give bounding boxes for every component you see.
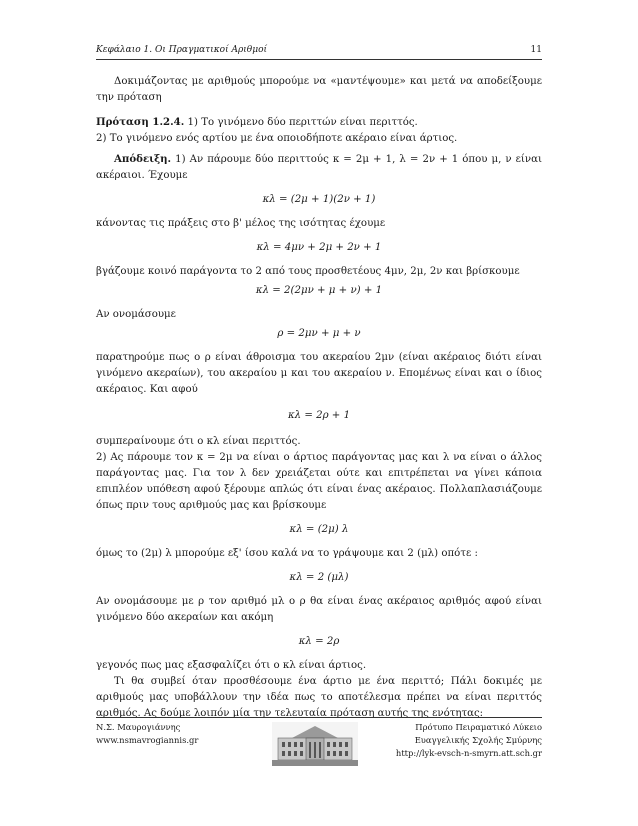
equation-5: κλ = 2ρ + 1 [287,410,351,421]
proposition [96,114,542,131]
footer-rule [96,717,542,718]
proposition-part-1: 1) Το γινόμενο δύο περιττών είναι περιττός. [187,117,418,128]
equation-4: ρ = 2μν + μ + ν [277,328,361,339]
school-website: http://lyk-evsch-n-smyrn.att.sch.gr [395,748,542,758]
school-building-logo [272,722,358,766]
author-website: www.nsmavrogiannis.gr [96,735,199,745]
paragraph-11: Τι θα συμβεί όταν προσθέσουμε ένα άρτιο με ένα περιττό; Πάλι δοκιμές με αριθμούς μας υποβάλλουν την ιδέα πως το αποτέλεσμα πρέπει να είναι περιττός αριθμός. Ας δούμε λοιπόν μία την τελευταία πρόταση αυτής της ενότητας: [96,676,542,719]
page-number: 11 [530,45,542,55]
paragraph-10: γεγονός πως μας εξασφαλίζει ότι ο κλ είναι άρτιος. [96,660,367,671]
equation-7: κλ = 2 (μλ) [289,572,349,583]
header-rule [96,59,542,60]
equation-6: κλ = (2μ) λ [289,524,349,535]
proof-start [96,151,542,184]
footer-author [96,721,198,747]
equation-1: κλ = (2μ + 1)(2ν + 1) [262,194,376,205]
paragraph-6: συμπεραίνουμε ότι ο κλ είναι περιττός. [96,436,301,447]
proof-label: Απόδειξη. [114,153,172,165]
paragraph-5: παρατηρούμε πως ο ρ είναι άθροισμα του ακεραίου 2μν (είναι ακέραιος διότι είναι γινόμενο ακεραίων), του ακεραίου μ και του ακεραίου ν. Επομένως είναι και ο ίδιος ακέραιος. Και αφού [96,352,542,395]
school-name-line-1: Πρότυπο Πειραματικό Λύκειο [415,722,542,732]
proposition-label: Πρόταση 1.2.4. [96,116,185,128]
proposition-part-2: 2) Το γινόμενο ενός αρτίου με ένα οποιοδήποτε ακέραιο είναι άρτιος. [96,133,458,144]
equation-8: κλ = 2ρ [298,636,340,647]
author-name: Ν.Σ. Μαυρογιάννης [96,722,181,732]
equation-2: κλ = 4μν + 2μ + 2ν + 1 [256,242,382,253]
equation-3: κλ = 2(2μν + μ + ν) + 1 [255,285,383,296]
chapter-title: Κεφάλαιο 1. Οι Πραγματικοί Αριθμοί [96,45,268,55]
paragraph-3: βγάζουμε κοινό παράγοντα το 2 από τους προσθετέους 4μν, 2μ, 2ν και βρίσκουμε [96,266,520,277]
proof-intro: 1) Αν πάρουμε δύο περιττούς κ = 2μ + 1, λ = 2ν + 1 όπου μ, ν είναι ακέραιοι. Έχουμε [96,154,542,181]
paragraph-8: όμως το (2μ) λ μπορούμε εξ' ίσου καλά να το γράψουμε και 2 (μλ) οπότε : [96,548,478,559]
paragraph-2: κάνοντας τις πράξεις στο β' μέλος της ισότητας έχουμε [96,218,386,229]
paragraph-9: Αν ονομάσουμε με ρ τον αριθμό μλ ο ρ θα είναι ένας ακέραιος αριθμός αφού είναι γινόμενο δύο ακεραίων και ακόμη [96,596,542,623]
paragraph-7: 2) Ας πάρουμε τον κ = 2μ να είναι ο άρτιος παράγοντας μας και λ να είναι ο άλλος παράγοντας μας. Για τον λ δεν χρειάζεται ούτε και επιτρέπεται να γίνει κάποια επιπλέον υπόθεση αφού ξέρουμε απλώς ότι είναι ένας ακέραιος. Πολλαπλασιάζουμε όπως πριν τους αριθμούς μας και βρίσκουμε [96,452,542,511]
school-name-line-2: Ευαγγελικής Σχολής Σμύρνης [414,735,542,745]
page-body [96,74,542,722]
intro-paragraph: Δοκιμάζοντας με αριθμούς μπορούμε να «μαντέψουμε» και μετά να αποδείξουμε την πρόταση [96,76,542,103]
paragraph-4: Αν ονομάσουμε [96,309,176,320]
footer-school [396,721,542,760]
running-header [96,43,542,59]
